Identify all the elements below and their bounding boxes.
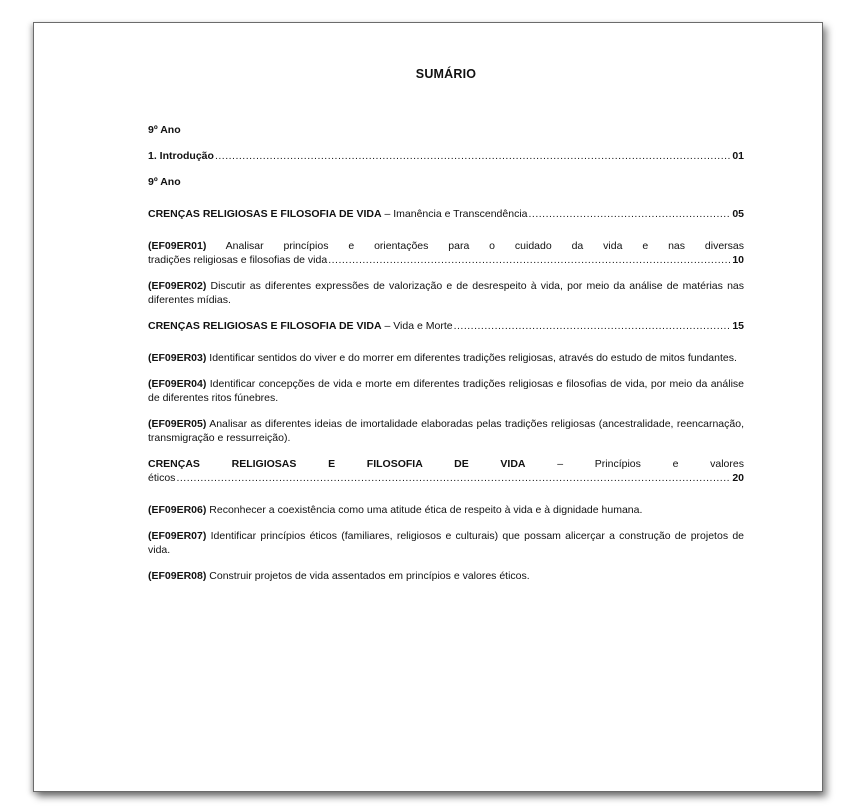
toc-page-number: 20: [732, 472, 744, 484]
toc-page-number: 05: [732, 208, 744, 220]
dot-leader: [176, 471, 731, 485]
document-page: [33, 22, 823, 792]
skill-ef09er01: [148, 239, 744, 267]
skill-ef09er06: [148, 503, 744, 517]
skill-ef09er08: [148, 569, 744, 583]
toc-section-subtitle: – Princípios e valores: [525, 458, 744, 470]
toc-entry-section-1: [148, 207, 744, 221]
toc-entry-section-2: [148, 319, 744, 333]
skill-code: (EF09ER04): [148, 378, 207, 390]
toc-section-subtitle: – Vida e Morte: [381, 320, 453, 332]
grade-heading: 9º Ano: [148, 176, 181, 188]
skill-text: Identificar princípios éticos (familiares, religiosos e culturais) que possam alicerçar a construção de projetos de vida.: [148, 530, 747, 556]
dot-leader: [328, 253, 731, 267]
skill-ef09er02: [148, 279, 747, 307]
skill-code: (EF09ER02): [148, 280, 207, 292]
toc-section-name: CRENÇAS RELIGIOSAS E FILOSOFIA DE VIDA: [148, 208, 382, 220]
skill-text: Analisar princípios e orientações para o cuidado da vida e nas diversas: [206, 240, 744, 252]
table-of-contents: [148, 67, 747, 583]
toc-section-name: CRENÇAS RELIGIOSAS E FILOSOFIA DE VIDA: [148, 458, 526, 470]
skill-ef09er07: [148, 529, 747, 557]
skill-code: (EF09ER06): [148, 504, 207, 516]
skill-text: Construir projetos de vida assentados em princípios e valores éticos.: [206, 570, 530, 582]
skill-text: tradições religiosas e filosofias de vida: [148, 254, 328, 266]
toc-entry-section-3: [148, 457, 744, 485]
skill-text: Reconhecer a coexistência como uma atitude ética de respeito à vida e à dignidade humana.: [206, 504, 643, 516]
skill-text: Identificar sentidos do viver e do morrer em diferentes tradições religiosas, através do estudo de mitos fundantes.: [206, 352, 737, 364]
skill-text: Analisar as diferentes ideias de imortalidade elaboradas pelas tradições religiosas (ancestralidade, reencarnação, transmigração e ressurreição).: [148, 418, 747, 444]
skill-code: (EF09ER03): [148, 352, 207, 364]
toc-page-number: 01: [732, 150, 744, 162]
toc-entry-label: 1. Introdução: [148, 150, 214, 162]
skill-code: (EF09ER07): [148, 530, 207, 542]
skill-code: (EF09ER05): [148, 418, 207, 430]
dot-leader: [215, 149, 731, 163]
page-title: SUMÁRIO: [415, 67, 477, 81]
skill-text: Identificar concepções de vida e morte em diferentes tradições religiosas e filosofias de vida, por meio da análise de diferentes ritos fúnebres.: [148, 378, 747, 404]
dot-leader: [529, 207, 732, 221]
skill-code: (EF09ER01): [148, 240, 207, 252]
toc-page-number: 15: [732, 320, 744, 332]
skill-ef09er03: [148, 351, 744, 365]
grade-heading: 9º Ano: [148, 124, 181, 136]
toc-section-name: CRENÇAS RELIGIOSAS E FILOSOFIA DE VIDA: [148, 320, 382, 332]
toc-entry-introduction: [148, 149, 744, 163]
skill-ef09er04: [148, 377, 747, 405]
dot-leader: [454, 319, 732, 333]
skill-text: Discutir as diferentes expressões de valorização e de desrespeito à vida, por meio da análise de matérias nas diferentes mídias.: [148, 280, 747, 306]
skill-code: (EF09ER08): [148, 570, 207, 582]
toc-section-subtitle-cont: éticos: [148, 472, 176, 484]
skill-ef09er05: [148, 417, 747, 445]
toc-page-number: 10: [732, 254, 744, 266]
toc-section-subtitle: – Imanência e Transcendência: [381, 208, 528, 220]
